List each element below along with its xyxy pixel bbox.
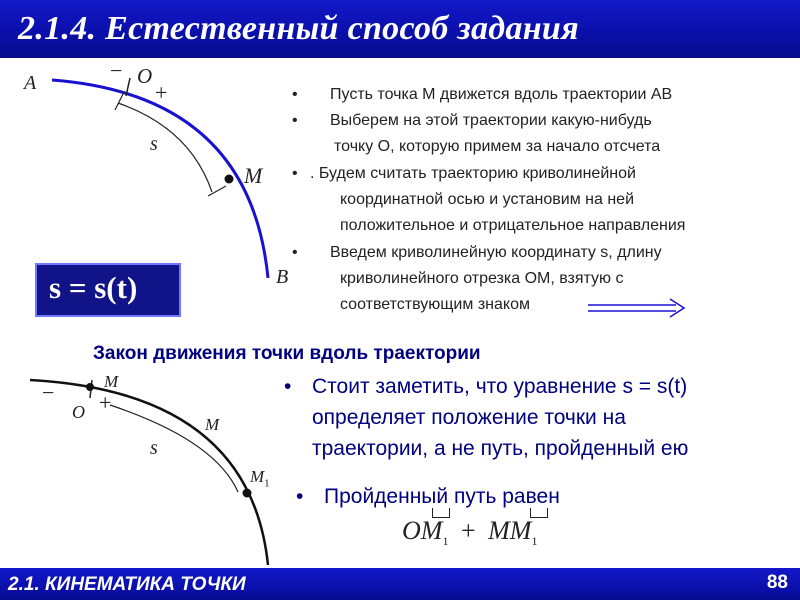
bullet-line: Выберем на этой траектории какую-нибудь [330, 112, 652, 129]
section-heading: Закон движения точки вдоль траектории [93, 343, 481, 364]
formula-box [35, 263, 181, 317]
formula-om-subscript: 1 [442, 534, 449, 549]
label-o-bottom: O [72, 402, 85, 422]
footer-section: 2.1. КИНЕМАТИКА ТОЧКИ [8, 574, 246, 595]
path-formula [402, 516, 537, 549]
bullet-line: . Будем считать траекторию криволинейной [310, 165, 636, 182]
bullet-line: положительное и отрицательное направления [340, 217, 686, 234]
bullet-marker: • [284, 375, 292, 398]
formula-mm: MM [488, 516, 532, 545]
bullet-line: определяет положение точки на [312, 406, 626, 429]
formula-plus: + [460, 516, 476, 545]
bullet-marker: • [296, 485, 304, 508]
bullet-line: Стоит заметить, что уравнение s = s(t) [312, 375, 688, 398]
formula-om: OM [402, 516, 443, 545]
bullet-line: точку O, которую примем за начало отсчета [334, 138, 661, 155]
formula-mm-subscript: 1 [531, 534, 538, 549]
arc-length-dimension [118, 103, 212, 192]
label-m-bottom-top: M [104, 372, 119, 391]
point-m1-bottom [243, 489, 252, 498]
formula-mm-wrapper [488, 516, 537, 549]
label-m1-subscript: 1 [264, 477, 270, 490]
trajectory-arc-bottom [30, 380, 268, 565]
label-m1-bottom [250, 467, 270, 489]
arrow-head [670, 299, 684, 317]
formula-text: s = s(t) [49, 270, 138, 305]
label-a: A [24, 72, 37, 94]
dimension-tick-start [115, 92, 124, 110]
arc-mark-mm [530, 508, 548, 518]
label-m-top: M [244, 163, 263, 188]
bullet-line: Введем криволинейную координату s, длину [330, 244, 662, 261]
arc-mark-om [432, 508, 450, 518]
bullet-marker: • [292, 112, 298, 129]
slide-title: 2.1.4. Естественный способ задания [18, 10, 579, 47]
bullet-line: соответствующим знаком [340, 296, 530, 313]
label-s-top: s [150, 133, 158, 155]
label-m1-letter: M [250, 467, 265, 486]
bullet-line: Пусть точка M движется вдоль траектории AB [330, 86, 673, 103]
bullet-line: траектории, а не путь, пройденный ею [312, 437, 689, 460]
bullet-line: Пройденный путь равен [324, 485, 560, 508]
label-b: B [276, 266, 289, 288]
label-minus-top: − [110, 58, 123, 83]
formula-om-wrapper [402, 516, 448, 549]
bullet-marker: • [292, 86, 298, 103]
bullet-line: координатной осью и установим на ней [340, 191, 635, 208]
label-m-bottom-mid: M [205, 415, 220, 434]
label-plus-bottom: + [99, 390, 112, 415]
page-number: 88 [766, 572, 788, 593]
trajectory-arc-top [52, 80, 268, 278]
bullet-marker: • [292, 165, 298, 182]
bullet-marker: • [292, 244, 298, 261]
point-m-top [225, 175, 234, 184]
label-plus-top: + [155, 80, 168, 105]
point-m-bottom [86, 383, 94, 391]
label-o-top: O [137, 64, 153, 88]
footer-bar [0, 568, 800, 600]
label-minus-bottom: − [42, 380, 55, 405]
bullet-line: криволинейного отрезка OM, взятую с [340, 270, 624, 287]
label-s-bottom: s [150, 437, 158, 459]
